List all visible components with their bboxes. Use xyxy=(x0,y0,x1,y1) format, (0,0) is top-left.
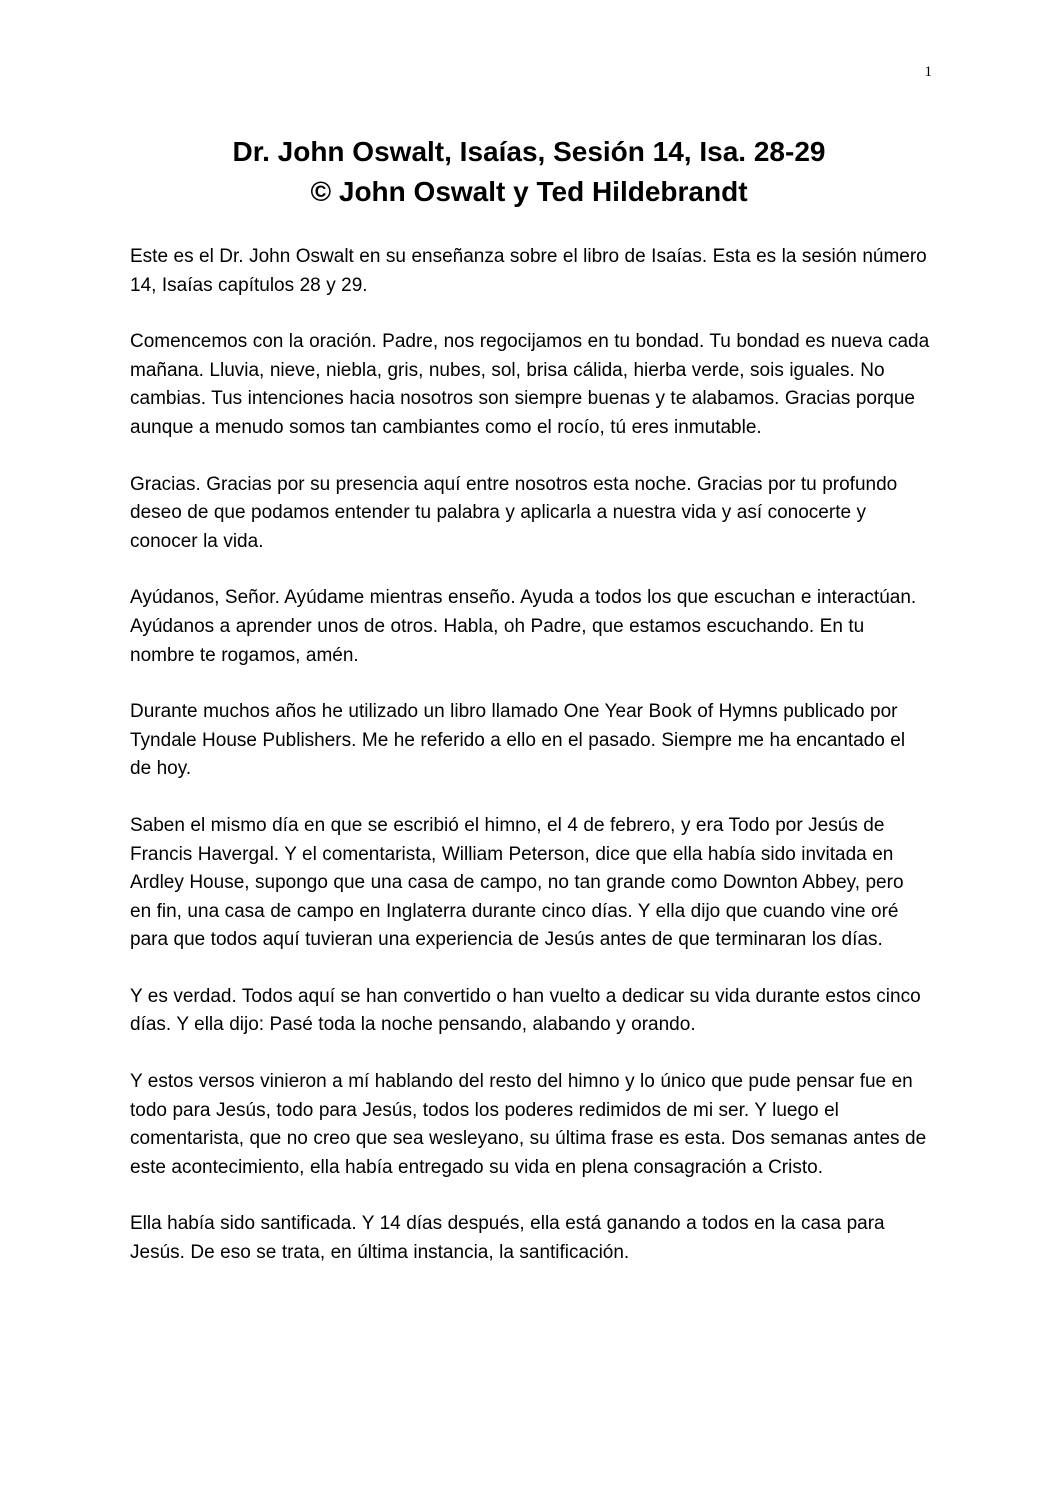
title-line-2: © John Oswalt y Ted Hildebrandt xyxy=(310,176,748,207)
page-number: 1 xyxy=(924,64,932,80)
document-title xyxy=(0,132,1058,212)
paragraph-7: Y es verdad. Todos aquí se han convertido o han vuelto a dedicar su vida durante estos cinco días. Y ella dijo: Pasé toda la noche pensando, alabando y orando. xyxy=(130,985,921,1036)
paragraph-3: Gracias. Gracias por su presencia aquí entre nosotros esta noche. Gracias por tu profundo deseo de que podamos entender tu palabra y aplicarla a nuestra vida y así conocerte y conocer la vida. xyxy=(130,473,898,552)
paragraph-9: Ella había sido santificada. Y 14 días después, ella está ganando a todos en la casa para Jesús. De eso se trata, en última instancia, la santificación. xyxy=(130,1213,885,1264)
title-line-1: Dr. John Oswalt, Isaías, Sesión 14, Isa. 28-29 xyxy=(232,136,826,167)
paragraph-1: Este es el Dr. John Oswalt en su enseñanza sobre el libro de Isaías. Esta es la sesión número 14, Isaías capítulos 28 y 29. xyxy=(130,246,927,296)
document-body xyxy=(130,243,930,1296)
paragraph-5: Durante muchos años he utilizado un libro llamado One Year Book of Hymns publicado por Tyndale House Publishers. Me he referido a ello en el pasado. Siempre me ha encantado el de hoy. xyxy=(130,701,906,780)
paragraph-6: Saben el mismo día en que se escribió el himno, el 4 de febrero, y era Todo por Jesús de Francis Havergal. Y el comentarista, William Peterson, dice que ella había sido invitada en Ardley House, supongo que una casa de campo, no tan grande como Downton Abbey, pero en fin, una casa de campo en Inglaterra durante cinco días. Y ella dijo que cuando vine oré para que todos aquí tuvieran una experiencia de Jesús antes de que terminaran los días. xyxy=(130,814,904,951)
paragraph-8: Y estos versos vinieron a mí hablando del resto del himno y lo único que pude pensar fue en todo para Jesús, todo para Jesús, todos los poderes redimidos de mi ser. Y luego el comentarista, que no creo que sea wesleyano, su última frase es esta. Dos semanas antes de este acontecimiento, ella había entregado su vida en plena consagración a Cristo. xyxy=(130,1071,927,1178)
paragraph-4: Ayúdanos, Señor. Ayúdame mientras enseño. Ayuda a todos los que escuchan e interactúan. Ayúdanos a aprender unos de otros. Habla, oh Padre, que estamos escuchando. En tu nombre te rogamos, amén. xyxy=(130,587,917,666)
paragraph-2: Comencemos con la oración. Padre, nos regocijamos en tu bondad. Tu bondad es nueva cada mañana. Lluvia, nieve, niebla, gris, nubes, sol, brisa cálida, hierba verde, sois iguales. No cambias. Tus intenciones hacia nosotros son siempre buenas y te alabamos. Gracias porque aunque a menudo somos tan cambiantes como el rocío, tú eres inmutable. xyxy=(130,331,930,438)
